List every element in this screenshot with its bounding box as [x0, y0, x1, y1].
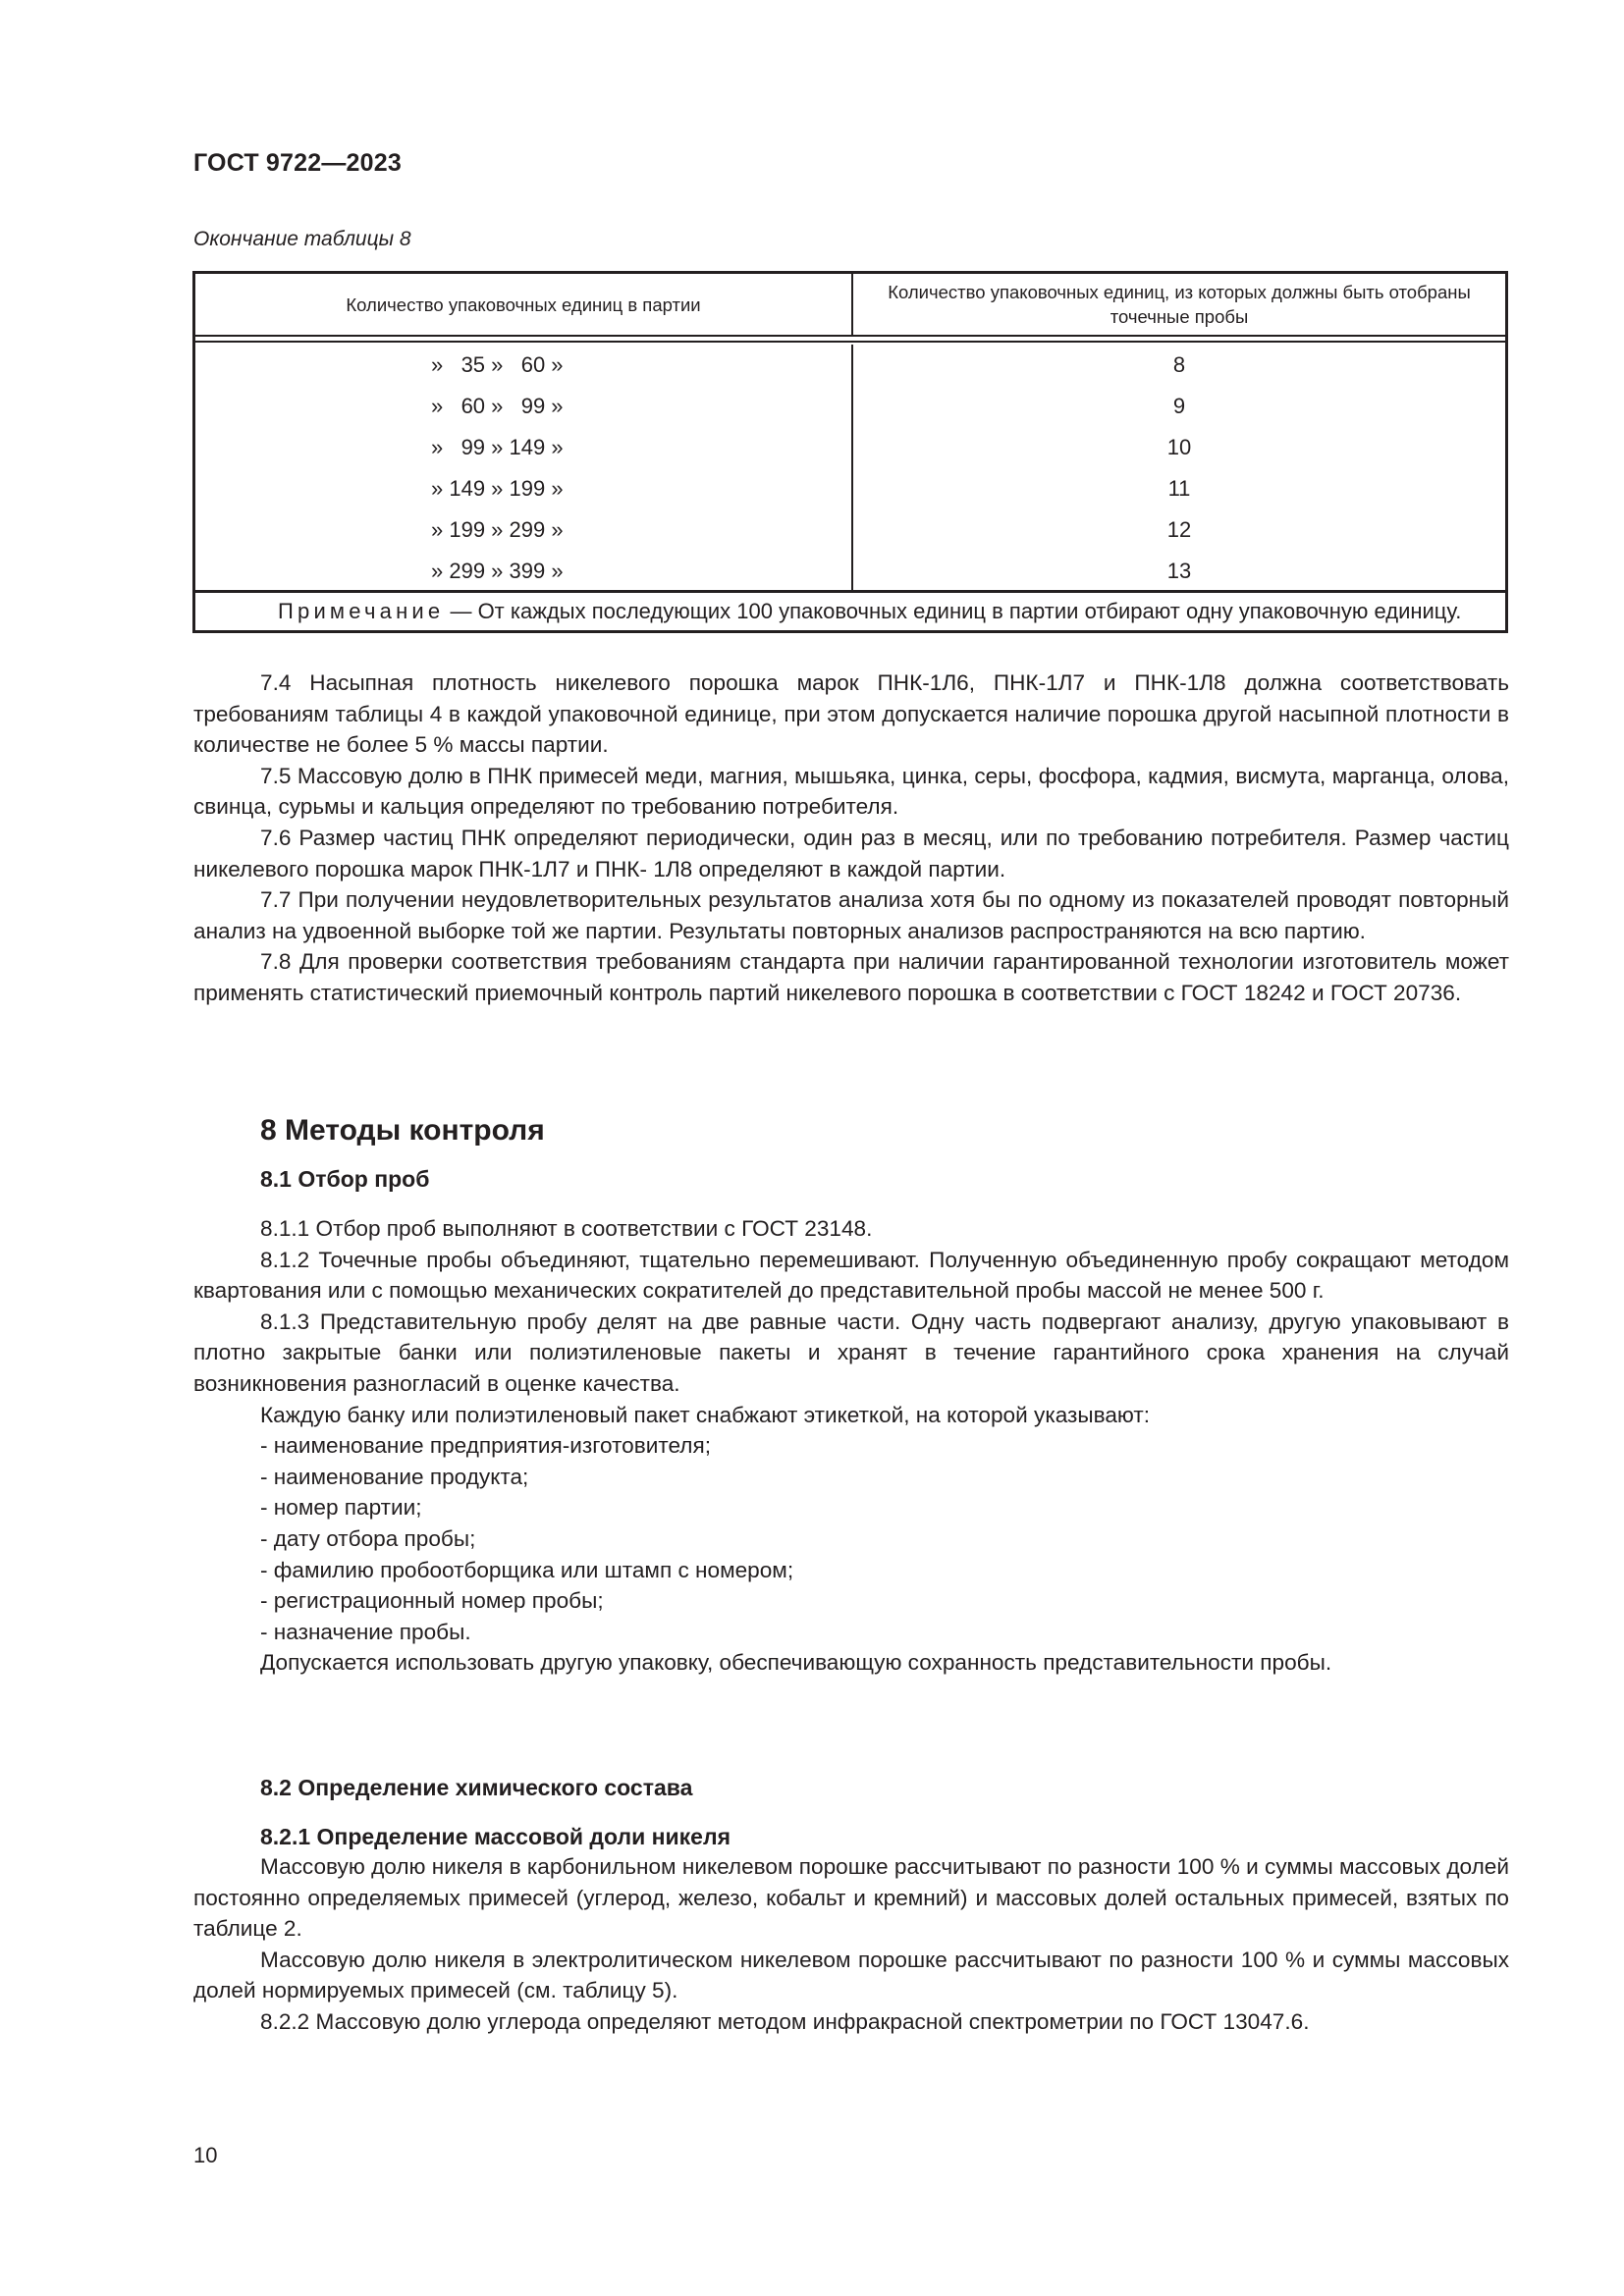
table-row [195, 509, 1505, 551]
table-8 [192, 271, 1508, 633]
page-number: 10 [193, 2143, 218, 2167]
cell-count: 11 [1167, 476, 1191, 501]
list-item: - регистрационный номер пробы; [260, 1588, 604, 1614]
paragraph-8-2-1-electrolytic: Массовую долю никеля в электролитическом никелевом порошке рассчитывают по разности 100 % и суммы массовых долей нормируемых примесей (см. таблицу 5). [193, 1947, 1509, 2003]
section-8-heading: 8 Методы контроля [260, 1114, 545, 1147]
section-7-paragraphs [193, 667, 1509, 1009]
cell-range: » 299 » 399 » [431, 559, 564, 583]
table-caption: Окончание таблицы 8 [193, 228, 411, 250]
section-8-2-paragraphs [193, 1851, 1509, 2038]
cell-range: » 199 » 299 » [431, 517, 564, 542]
list-item: - номер партии; [260, 1495, 422, 1521]
column-header-units-in-lot: Количество упаковочных единиц в партии [195, 274, 853, 335]
note-label: Примечание [278, 599, 445, 623]
cell-range: » 35 » 60 » [431, 352, 564, 377]
paragraph-7-8: 7.8 Для проверки соответствия требованиям стандарта при наличии гарантированной технологии изготовитель может применять статистический приемочный контроль партий никелевого порошка в соответствии с ГОСТ 18242 и ГОСТ 20736. [193, 949, 1509, 1005]
paragraph-7-5: 7.5 Массовую долю в ПНК примесей меди, магния, мышьяка, цинка, серы, фосфора, кадмия, висмута, марганца, олова, свинца, сурьмы и кальция определяют по требованию потребителя. [193, 763, 1509, 820]
cell-count: 12 [1166, 517, 1192, 542]
paragraph-8-1-3: 8.1.3 Представительную пробу делят на две равные части. Одну часть подвергают анализу, другую упаковывают в плотно закрытые банки или полиэтиленовые пакеты и хранят в течение гарантийного срока хранения на случай возникновения разногласий в оценке качества. [193, 1308, 1509, 1396]
subsection-8-1-heading: 8.1 Отбор проб [260, 1166, 430, 1192]
note-text: — От каждых последующих 100 упаковочных единиц в партии отбирают одну упаковочную единицу. [444, 599, 1462, 623]
paragraph-8-2-1-carbonyl: Массовую долю никеля в карбонильном никелевом порошке рассчитывают по разности 100 % и суммы массовых долей постоянно определяемых примесей (углерод, железо, кобальт и кремний) и массовых долей остальных примесей, взятых по таблице 2. [193, 1854, 1509, 1942]
cell-range: » 99 » 149 » [431, 435, 564, 459]
table-row [195, 551, 1505, 590]
table-row [195, 468, 1505, 509]
subsection-8-2-1-heading: 8.2.1 Определение массовой доли никеля [260, 1824, 731, 1849]
paragraph-alternative-packaging: Допускается использовать другую упаковку, обеспечивающую сохранность представительности пробы. [260, 1650, 1332, 1676]
table-row [195, 386, 1505, 427]
paragraph-7-6: 7.6 Размер частиц ПНК определяют периодически, один раз в месяц, или по требованию потребителя. Размер частиц никелевого порошка марок ПНК-1Л7 и ПНК- 1Л8 определяют в каждой партии. [193, 825, 1509, 881]
cell-range: » 60 » 99 » [431, 394, 564, 418]
document-id-header: ГОСТ 9722—2023 [193, 149, 402, 177]
table-body [195, 343, 1505, 593]
paragraph-8-2-2: 8.2.2 Массовую долю углерода определяют методом инфракрасной спектрометрии по ГОСТ 13047.6. [260, 2008, 1310, 2034]
table-note [195, 593, 1505, 630]
paragraph-7-7: 7.7 При получении неудовлетворительных результатов анализа хотя бы по одному из показателей проводят повторный анализ на удвоенной выборке той же партии. Результаты повторных анализов распространяются на всю партию. [193, 887, 1509, 943]
subsection-8-2-heading: 8.2 Определение химического состава [260, 1775, 693, 1800]
cell-range: » 149 » 199 » [431, 476, 564, 501]
paragraph-7-4: 7.4 Насыпная плотность никелевого порошка марок ПНК-1Л6, ПНК-1Л7 и ПНК-1Л8 должна соответствовать требованиям таблицы 4 в каждой упаковочной единице, при этом допускается наличие порошка другой насыпной плотности в количестве не более 5 % массы партии. [193, 670, 1509, 758]
list-item: - наименование предприятия-изготовителя; [260, 1433, 711, 1459]
cell-count: 8 [1172, 352, 1186, 377]
list-item: - дату отбора пробы; [260, 1525, 476, 1551]
label-list [193, 1430, 1509, 1647]
table-header-row [195, 274, 1505, 337]
table-row [195, 427, 1505, 468]
list-item: - фамилию пробоотборщика или штамп с номером; [260, 1557, 794, 1582]
cell-count: 13 [1166, 559, 1192, 583]
section-8-1-paragraphs [193, 1213, 1509, 1679]
list-item: - наименование продукта; [260, 1464, 529, 1489]
label-intro: Каждую банку или полиэтиленовый пакет снабжают этикеткой, на которой указывают: [260, 1402, 1150, 1427]
column-header-units-sampled: Количество упаковочных единиц, из которых должны быть отобраны точечные пробы [888, 282, 1471, 327]
cell-count: 9 [1172, 394, 1186, 418]
table-row [195, 343, 1505, 386]
cell-count: 10 [1166, 435, 1192, 459]
paragraph-8-1-2: 8.1.2 Точечные пробы объединяют, тщательно перемешивают. Полученную объединенную пробу сокращают методом квартования или с помощью механических сократителей до представительной пробы массой не менее 500 г. [193, 1247, 1509, 1304]
paragraph-8-1-1: 8.1.1 Отбор проб выполняют в соответствии с ГОСТ 23148. [260, 1216, 873, 1241]
list-item: - назначение пробы. [260, 1619, 471, 1644]
